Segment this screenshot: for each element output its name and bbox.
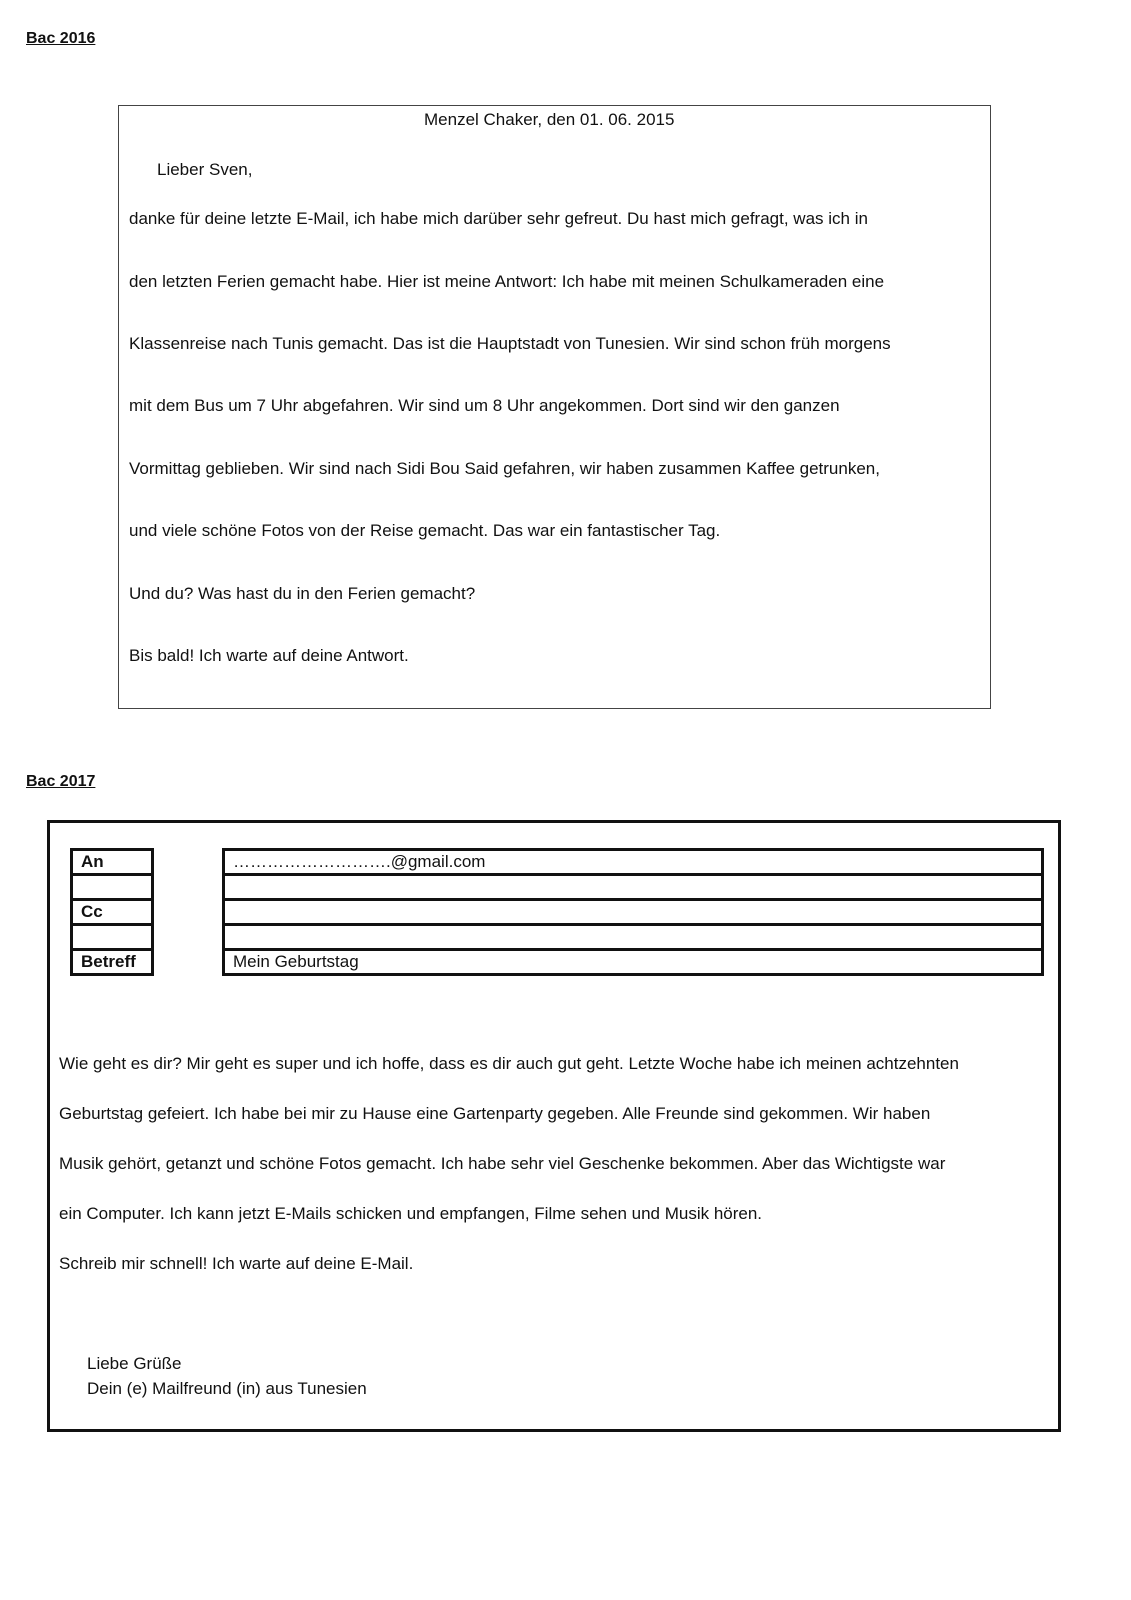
label-betreff: Betreff	[72, 950, 153, 975]
section-heading-bac-2017: Bac 2017	[26, 773, 96, 790]
letter-line: Und du? Was hast du in den Ferien gemacht?	[129, 584, 476, 603]
subject-field[interactable]: Mein Geburtstag	[224, 950, 1043, 975]
letter-line: mit dem Bus um 7 Uhr abgefahren. Wir sind um 8 Uhr angekommen. Dort sind wir den ganzen	[129, 396, 840, 415]
email-line: Musik gehört, getanzt und schöne Fotos gemacht. Ich habe sehr viel Geschenke bekommen. Aber das Wichtigste war	[59, 1154, 946, 1173]
empty-field[interactable]	[224, 925, 1043, 950]
letter-line: und viele schöne Fotos von der Reise gemacht. Das war ein fantastischer Tag.	[129, 521, 721, 540]
label-an: An	[72, 850, 153, 875]
email-header-fields	[222, 848, 1044, 976]
letter-line: Klassenreise nach Tunis gemacht. Das ist die Hauptstadt von Tunesien. Wir sind schon früh morgens	[129, 334, 891, 353]
to-field[interactable]: ……………………….@gmail.com	[224, 850, 1043, 875]
letter-line: Bis bald! Ich warte auf deine Antwort.	[129, 646, 409, 665]
cc-field[interactable]	[224, 900, 1043, 925]
email-line: Schreib mir schnell! Ich warte auf deine E-Mail.	[59, 1254, 414, 1273]
signature-line: Dein (e) Mailfreund (in) aus Tunesien	[87, 1379, 367, 1398]
email-line: ein Computer. Ich kann jetzt E-Mails schicken und empfangen, Filme sehen und Musik hören.	[59, 1204, 763, 1223]
label-cc: Cc	[72, 900, 153, 925]
closing-line: Liebe Grüße	[87, 1354, 182, 1373]
email-line: Wie geht es dir? Mir geht es super und ich hoffe, dass es dir auch gut geht. Letzte Woche habe ich meinen achtzehnten	[59, 1054, 959, 1073]
place-date: Menzel Chaker, den 01. 06. 2015	[424, 110, 675, 129]
section-heading-bac-2016: Bac 2016	[26, 30, 96, 47]
label-empty	[72, 925, 153, 950]
email-header-labels	[70, 848, 154, 976]
greeting: Lieber Sven,	[157, 160, 253, 179]
label-empty	[72, 875, 153, 900]
email-line: Geburtstag gefeiert. Ich habe bei mir zu Hause eine Gartenparty gegeben. Alle Freunde sind gekommen. Wir haben	[59, 1104, 931, 1123]
letter-line: den letzten Ferien gemacht habe. Hier ist meine Antwort: Ich habe mit meinen Schulkameraden eine	[129, 272, 885, 291]
letter-line: Vormittag geblieben. Wir sind nach Sidi Bou Said gefahren, wir haben zusammen Kaffee getrunken,	[129, 459, 880, 478]
empty-field[interactable]	[224, 875, 1043, 900]
letter-line: danke für deine letzte E-Mail, ich habe mich darüber sehr gefreut. Du hast mich gefragt, was ich in	[129, 209, 868, 228]
